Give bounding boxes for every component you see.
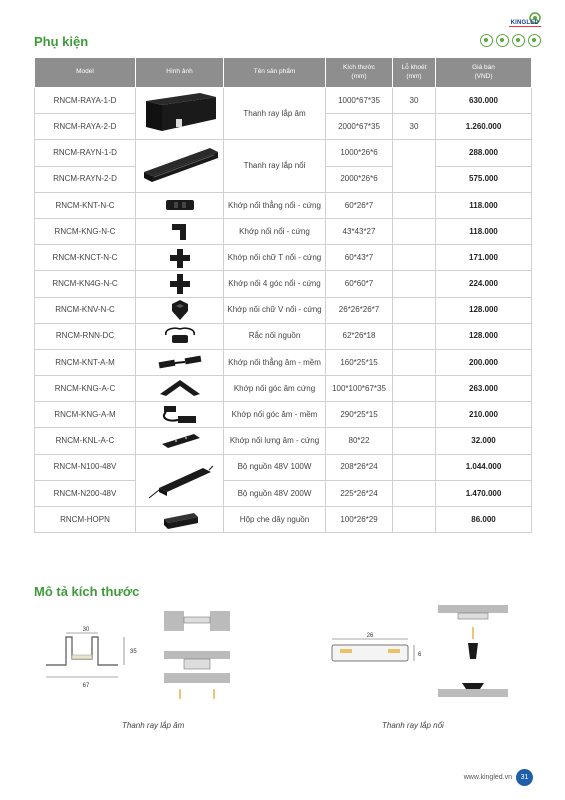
- header-price: Giá bán (VND): [436, 58, 532, 88]
- header-name: Tên sản phẩm: [224, 58, 326, 88]
- cell-name: Bộ nguồn 48V 100W: [224, 454, 326, 480]
- header-size: Kích thước (mm): [326, 58, 393, 88]
- cell-image: [136, 428, 224, 454]
- cell-price: 575.000: [436, 166, 532, 192]
- flexible-corner-connector-image: [158, 404, 202, 426]
- cell-size: 100*26*29: [326, 507, 393, 533]
- cell-model: RNCM-RAYN-2-D: [35, 166, 136, 192]
- cell-image: [136, 349, 224, 375]
- cell-hole: [393, 376, 436, 402]
- table-row: [35, 428, 532, 454]
- cell-model: RNCM-KNCT-N-C: [35, 245, 136, 271]
- badge-icon: [480, 34, 493, 47]
- table-header-row: [35, 58, 532, 88]
- cell-name: Thanh ray lắp âm: [224, 88, 326, 140]
- cell-model: RNCM-KNG-N-C: [35, 218, 136, 244]
- cell-size: 2000*26*6: [326, 166, 393, 192]
- cell-price: 263.000: [436, 376, 532, 402]
- cell-price: 630.000: [436, 88, 532, 114]
- cell-model: RNCM-KN4G-N-C: [35, 271, 136, 297]
- t-connector-image: [168, 247, 192, 269]
- cell-model: RNCM-RAYA-1-D: [35, 88, 136, 114]
- cell-name: Khớp nối thẳng âm - mềm: [224, 349, 326, 375]
- cell-model: RNCM-RAYN-1-D: [35, 140, 136, 166]
- cell-price: 128.000: [436, 297, 532, 323]
- cell-name: Hộp che dây nguồn: [224, 507, 326, 533]
- surface-dim-height-label: 6: [418, 652, 422, 658]
- cell-model: RNCM-N200-48V: [35, 480, 136, 506]
- cell-size: 1000*26*6: [326, 140, 393, 166]
- cross-connector-image: [168, 273, 192, 295]
- table-row: [35, 245, 532, 271]
- dim-height-label: 35: [130, 649, 137, 655]
- header-image: Hình ảnh: [136, 58, 224, 88]
- cell-image: [136, 192, 224, 218]
- table-row: [35, 402, 532, 428]
- cell-model: RNCM-RNN-DC: [35, 323, 136, 349]
- cell-hole: [393, 218, 436, 244]
- cell-price: 1.044.000: [436, 454, 532, 480]
- cell-model: RNCM-KNV-N-C: [35, 297, 136, 323]
- cell-price: 288.000: [436, 140, 532, 166]
- flexible-straight-connector-image: [155, 351, 205, 373]
- cell-size: 60*43*7: [326, 245, 393, 271]
- table-row: [35, 88, 532, 114]
- cell-model: RNCM-N100-48V: [35, 454, 136, 480]
- cell-name: Khớp nối chữ V nổi - cứng: [224, 297, 326, 323]
- cell-price: 86.000: [436, 507, 532, 533]
- cell-size: 290*25*15: [326, 402, 393, 428]
- table-row: [35, 218, 532, 244]
- table-row: [35, 323, 532, 349]
- surface-install-diagram: [438, 605, 508, 697]
- table-row: [35, 192, 532, 218]
- cell-image: [136, 454, 224, 506]
- cell-name: Bộ nguồn 48V 200W: [224, 480, 326, 506]
- cell-hole: [393, 323, 436, 349]
- surface-dim-width-label: 26: [366, 633, 374, 639]
- cell-size: 1000*67*35: [326, 88, 393, 114]
- cell-model: RNCM-KNG-A-C: [35, 376, 136, 402]
- table-row: [35, 297, 532, 323]
- rigid-corner-recessed-image: [158, 378, 202, 400]
- cell-image: [136, 323, 224, 349]
- cell-price: 224.000: [436, 271, 532, 297]
- certification-badges: [480, 34, 541, 47]
- section-title-dimensions: Mô tả kích thước: [34, 584, 140, 599]
- recessed-install-diagram: [164, 611, 230, 699]
- table-row: [35, 140, 532, 166]
- cell-price: 210.000: [436, 402, 532, 428]
- cell-price: 128.000: [436, 323, 532, 349]
- cell-size: 2000*67*35: [326, 114, 393, 140]
- cell-size: 225*26*24: [326, 480, 393, 506]
- cell-image: [136, 218, 224, 244]
- cell-price: 1.470.000: [436, 480, 532, 506]
- cell-hole: [393, 271, 436, 297]
- cell-hole: [393, 428, 436, 454]
- power-supply-image: [145, 458, 215, 502]
- cell-price: 118.000: [436, 218, 532, 244]
- cell-hole: [393, 140, 436, 192]
- accessories-table: [34, 57, 532, 533]
- cell-name: Rắc nối nguồn: [224, 323, 326, 349]
- cell-hole: 30: [393, 88, 436, 114]
- cell-hole: [393, 349, 436, 375]
- cell-price: 1.260.000: [436, 114, 532, 140]
- cell-hole: [393, 402, 436, 428]
- recessed-track-image: [140, 89, 220, 135]
- recessed-profile-diagram: [46, 627, 137, 689]
- cell-model: RNCM-KNT-A-M: [35, 349, 136, 375]
- straight-connector-image: [160, 195, 200, 215]
- header-model: Model: [35, 58, 136, 88]
- cell-size: 60*60*7: [326, 271, 393, 297]
- cell-model: RNCM-KNG-A-M: [35, 402, 136, 428]
- cell-model: RNCM-RAYA-2-D: [35, 114, 136, 140]
- header-hole: Lỗ khoét (mm): [393, 58, 436, 88]
- cell-hole: [393, 192, 436, 218]
- cell-size: 80*22: [326, 428, 393, 454]
- cell-price: 32.000: [436, 428, 532, 454]
- cell-name: Khớp nối nổi - cứng: [224, 218, 326, 244]
- section-title-accessories: Phụ kiện: [34, 34, 89, 49]
- back-connector-image: [158, 430, 202, 452]
- cell-hole: [393, 480, 436, 506]
- cell-name: Khớp nối 4 góc nổi - cứng: [224, 271, 326, 297]
- table-row: [35, 454, 532, 480]
- cell-name: Khớp nối lưng âm - cứng: [224, 428, 326, 454]
- cell-hole: [393, 245, 436, 271]
- cell-name: Khớp nối thẳng nổi - cứng: [224, 192, 326, 218]
- cell-image: [136, 402, 224, 428]
- dimension-diagrams: [0, 603, 565, 733]
- cell-name: Khớp nối góc âm - mềm: [224, 402, 326, 428]
- cell-hole: [393, 507, 436, 533]
- cell-image: [136, 297, 224, 323]
- cell-name: Khớp nối góc âm cứng: [224, 376, 326, 402]
- cell-size: 160*25*15: [326, 349, 393, 375]
- cell-size: 26*26*26*7: [326, 297, 393, 323]
- table-row: [35, 271, 532, 297]
- table-row: [35, 349, 532, 375]
- cell-size: 62*26*18: [326, 323, 393, 349]
- cable-cover-box-image: [158, 509, 202, 531]
- cell-image: [136, 376, 224, 402]
- cell-image: [136, 88, 224, 140]
- v-connector-image: [168, 299, 192, 321]
- cell-image: [136, 271, 224, 297]
- cell-model: RNCM-HOPN: [35, 507, 136, 533]
- footer-url[interactable]: www.kingled.vn: [463, 774, 512, 781]
- cell-size: 100*100*67*35: [326, 376, 393, 402]
- corner-connector-image: [168, 221, 192, 243]
- table-row: [35, 480, 532, 506]
- cell-price: 171.000: [436, 245, 532, 271]
- caption-surface: Thanh ray lắp nổi: [382, 721, 444, 730]
- dim-base-label: 67: [82, 683, 90, 689]
- badge-icon: [528, 34, 541, 47]
- caption-recessed: Thanh ray lắp âm: [122, 721, 185, 730]
- cell-hole: [393, 454, 436, 480]
- cell-hole: 30: [393, 114, 436, 140]
- cell-image: [136, 140, 224, 192]
- cell-price: 118.000: [436, 192, 532, 218]
- cell-model: RNCM-KNL-A-C: [35, 428, 136, 454]
- logo-text: KINGLED: [510, 20, 539, 26]
- surface-track-image: [140, 142, 220, 188]
- badge-icon: [512, 34, 525, 47]
- table-row: [35, 507, 532, 533]
- cell-size: 208*26*24: [326, 454, 393, 480]
- table-row: [35, 376, 532, 402]
- page-number: 31: [516, 769, 533, 786]
- cell-model: RNCM-KNT-N-C: [35, 192, 136, 218]
- badge-icon: [496, 34, 509, 47]
- dim-width-label: 30: [82, 627, 90, 633]
- cell-size: 60*26*7: [326, 192, 393, 218]
- cell-image: [136, 507, 224, 533]
- cell-name: Khớp nối chữ T nổi - cứng: [224, 245, 326, 271]
- cell-image: [136, 245, 224, 271]
- power-connector-image: [160, 325, 200, 347]
- cell-hole: [393, 297, 436, 323]
- cell-size: 43*43*27: [326, 218, 393, 244]
- cell-price: 200.000: [436, 349, 532, 375]
- surface-profile-diagram: [332, 633, 422, 661]
- cell-name: Thanh ray lắp nổi: [224, 140, 326, 192]
